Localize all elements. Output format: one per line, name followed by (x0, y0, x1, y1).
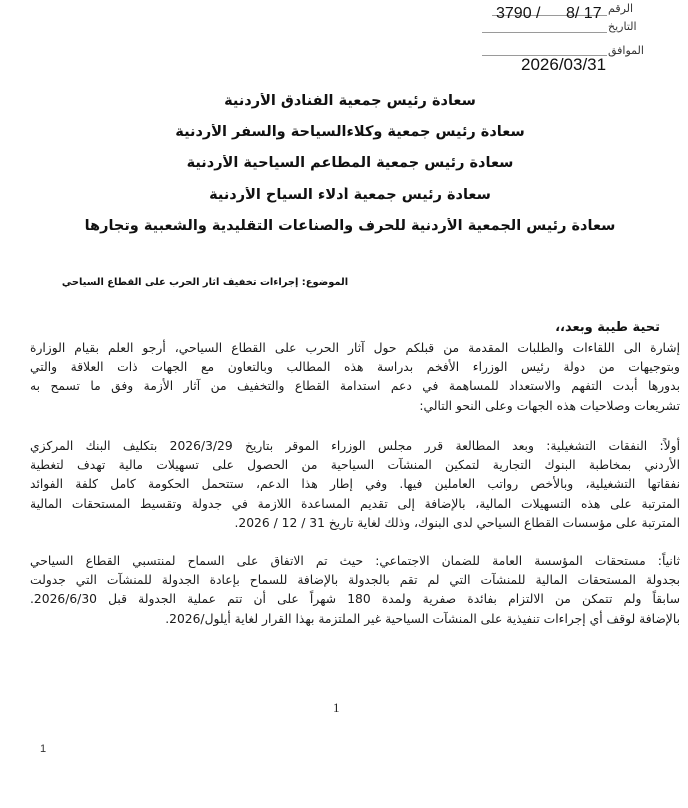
intro-line: تشريعات وصلاحيات هذه الجهات وعلى النحو التالي: (419, 398, 680, 413)
intro-line: بدورها أبدت التفهم والاستعداد للمساهمة في دعم استدامة القطاع والتخفيف من آثار الأزمة وفق ما تسمح به (30, 379, 680, 394)
second-item-line: بالإضافة لوقف أي إجراءات تنفيذية على المنشآت السياحية غير الملتزمة بهذا القرار لغاية أيلول/2026. (165, 611, 680, 626)
reference-number-label: الرقم (608, 2, 634, 15)
page-number-corner: 1 (40, 743, 47, 755)
subject-line: الموضوع: إجراءات تخفيف آثار الحرب على القطاع السياحي (61, 277, 349, 288)
addressee-restaurants-association: سعادة رئيس جمعية المطاعم السياحية الأردنية (186, 155, 514, 171)
first-item-line: الأردني بمخاطبة البنوك التجارية لتمكين المنشآت السياحية من الحصول على تسهيلات مالية تهدف لتغطية (30, 458, 680, 473)
first-item-line: المترتبة على مؤسسات القطاع السياحي لدى البنوك، وذلك لغاية تاريخ 31 / 12 / 2026. (234, 515, 680, 530)
addressee-tour-guides-association: سعادة رئيس جمعية أدلاء السياح الأردنية (209, 187, 491, 203)
intro-line: إشارة الى اللقاءات والطلبات المقدمة من قبلكم حول آثار الحرب على القطاع السياحي، أرجو العلم بقيام الوزارة (30, 341, 680, 355)
date-line (482, 32, 607, 33)
addressee-hotels-association: سعادة رئيس جمعية الفنادق الأردنية (224, 93, 476, 109)
first-item-line: أولاً: النفقات التشغيلية: وبعد المطالعة قرر مجلس الوزراء الموقر بتاريخ 2026/3/29 بتكليف البنك المركزي (30, 439, 680, 453)
second-item-line: ثانياً: مستحقات المؤسسة العامة للضمان الاجتماعي: حيث تم الاتفاق على السماح لمنتسبي القطاع السياحي (30, 554, 680, 568)
corresponding-date-label: الموافق (608, 44, 644, 57)
reference-number-prefix: 3790 / (496, 5, 541, 22)
first-item-line: نفقاتها التشغيلية، وبالأخص رواتب العاملين فيها. وفي إطار هذا الدعم، ستتحمل الحكومة كامل كلفة الفوائد (30, 477, 680, 492)
second-item-line: بجدولة المستحقات المالية للمنشآت التي لم تقم بالجدولة بالإضافة للسماح بإعادة الجدولة للمنشآت التي جدولت (30, 573, 680, 588)
first-item-line: المترتبة على هذه التسهيلات المالية، بالإضافة إلى تقديم المساعدة اللازمة في جدولة وتقسيط المستحقات المالية (30, 496, 680, 511)
second-item-line: سابقاً ولم تتمكن من الالتزام بفائدة صفرية ولمدة 180 شهراً على أن تتم عملية الجدولة قبل 2026/6/30. (30, 592, 680, 607)
intro-paragraph (30, 339, 680, 416)
reference-number-value: 8/ 17 (566, 5, 602, 22)
corresponding-date-value: 2026/03/31 (521, 55, 607, 74)
page-number: 1 (333, 700, 340, 715)
first-item-operating-expenses (30, 437, 680, 533)
intro-line: وبتوجيهات من دولة رئيس الوزراء الأفخم بدراسة هذه المطالب وبالتعاون مع الجهات ذات العلاقة والتي (30, 360, 680, 375)
date-label: التاريخ (608, 20, 637, 33)
addressee-handicrafts-association: سعادة رئيس الجمعية الأردنية للحرف والصناعات التقليدية والشعبية وتجارها (84, 218, 616, 234)
second-item-social-security (30, 552, 680, 629)
greeting: تحية طيبة وبعد،، (555, 320, 660, 335)
addressee-travel-agents-association: سعادة رئيس جمعية وكلاءالسياحة والسفر الأردنية (175, 124, 525, 140)
